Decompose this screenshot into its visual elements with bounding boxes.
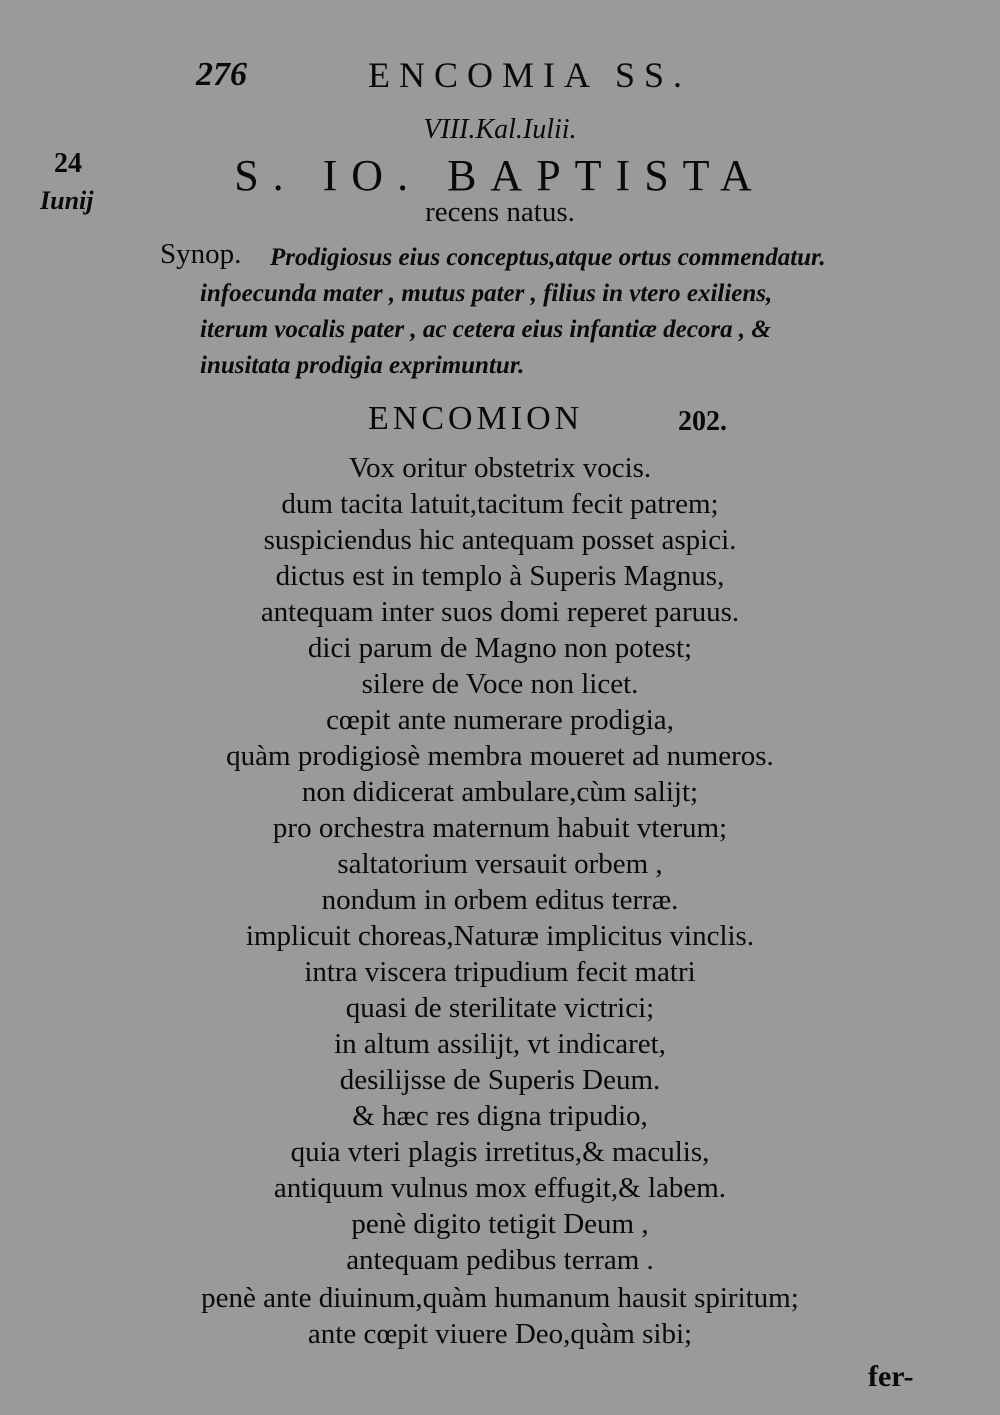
encomion-heading: ENCOMION (368, 400, 584, 437)
poem-line: antequam inter suos domi reperet paruus. (260, 596, 740, 628)
saint-title: S. IO. BAPTISTA (234, 151, 766, 200)
margin-note-day: 24 (54, 148, 82, 179)
poem-line: pro orchestra maternum habuit vterum; (272, 812, 728, 844)
subtitle: recens natus. (425, 196, 575, 228)
page-number: 276 (196, 56, 247, 93)
poem-line: ante cœpit viuere Deo,quàm sibi; (307, 1318, 693, 1350)
poem-line: & hæc res digna tripudio, (352, 1100, 648, 1132)
poem-line: antequam pedibus terram . (346, 1244, 654, 1276)
poem-line: suspiciendus hic antequam posset aspici. (263, 524, 737, 556)
poem-line: dum tacita latuit,tacitum fecit patrem; (281, 488, 719, 520)
synopsis-line: inusitata prodigia exprimuntur. (200, 352, 525, 379)
poem-line: antiquum vulnus mox effugit,& labem. (273, 1172, 727, 1204)
poem-line: dici parum de Magno non potest; (307, 632, 693, 664)
synopsis-label: Synop. (160, 238, 242, 270)
poem-line: implicuit choreas,Naturæ implicitus vinclis. (245, 920, 755, 952)
encomion-number: 202. (678, 406, 727, 437)
poem-line: silere de Voce non licet. (361, 668, 639, 700)
margin-note-month: Iunij (40, 186, 94, 215)
synopsis-line: iterum vocalis pater , ac cetera eius infantiæ decora , & (200, 316, 771, 343)
poem-line: in altum assilijt, vt indicaret, (334, 1028, 666, 1060)
poem-line: quàm prodigiosè membra moueret ad numeros. (226, 740, 774, 772)
poem-line: saltatorium versauit orbem , (337, 848, 663, 880)
poem-line: nondum in orbem editus terræ. (321, 884, 679, 916)
poem-line: intra viscera tripudium fecit matri (304, 956, 696, 988)
poem-line: quasi de sterilitate victrici; (345, 992, 655, 1024)
poem-line: quia vteri plagis irretitus,& maculis, (290, 1136, 710, 1168)
synopsis-line: Prodigiosus eius conceptus,atque ortus commendatur. (270, 244, 826, 271)
poem-line: desilijsse de Superis Deum. (339, 1064, 661, 1096)
poem-line: Vox oritur obstetrix vocis. (348, 452, 652, 484)
poem-line: cœpit ante numerare prodigia, (326, 704, 674, 736)
poem-line: dictus est in templo à Superis Magnus, (275, 560, 725, 592)
catchword: fer- (868, 1360, 914, 1393)
running-head: ENCOMIA SS. (368, 55, 692, 95)
synopsis-line: infoecunda mater , mutus pater , filius in vtero exiliens, (200, 280, 773, 307)
date-line: VIII.Kal.Iulii. (423, 114, 577, 145)
poem-line: penè digito tetigit Deum , (351, 1208, 649, 1240)
poem-line: penè ante diuinum,quàm humanum hausit spiritum; (201, 1282, 799, 1314)
poem-line: non didicerat ambulare,cùm salijt; (301, 776, 699, 808)
